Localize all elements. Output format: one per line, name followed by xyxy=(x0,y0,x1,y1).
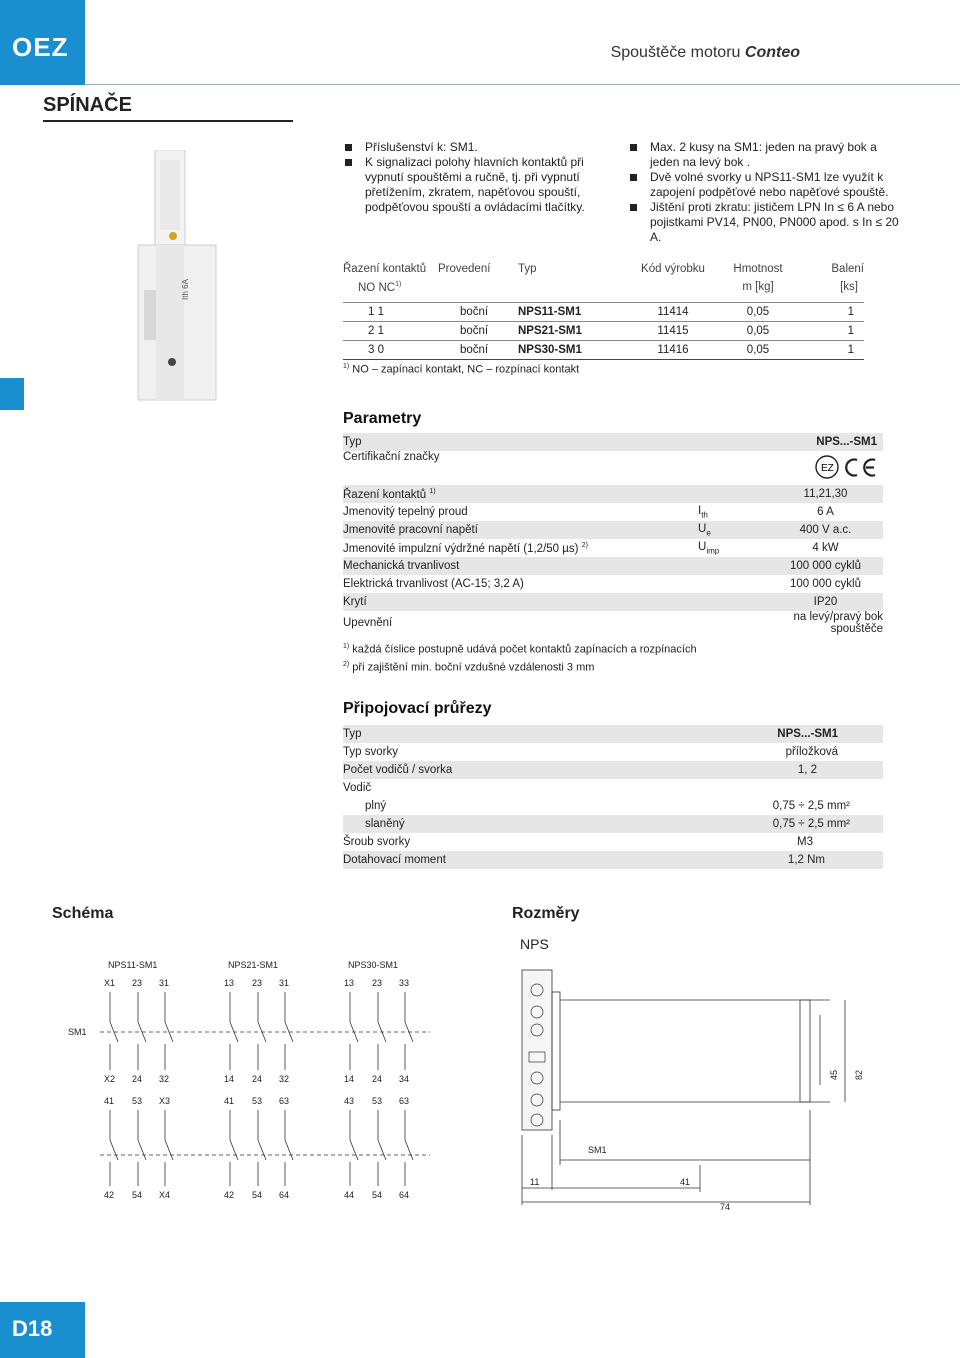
table-row: 3 0 boční NPS30-SM1 11416 0,05 1 xyxy=(343,341,864,360)
certification-marks-icon xyxy=(813,452,883,482)
product-image xyxy=(130,150,220,410)
terminal-label: 44 xyxy=(344,1190,355,1200)
table-row: Počet vodičů / svorka 1, 2 xyxy=(343,761,883,779)
cert-label: Certifikační značky xyxy=(343,451,440,463)
terminal-label: 53 xyxy=(132,1096,143,1106)
table-row: Upevnění na levý/pravý bok spouštěče xyxy=(343,611,883,635)
terminal-label: 63 xyxy=(399,1096,410,1106)
page-header-title: Spouštěče motoru Conteo xyxy=(610,44,800,61)
bullet-list-right xyxy=(630,140,900,245)
terminal-label: 31 xyxy=(279,978,290,988)
terminal-label: 41 xyxy=(224,1096,235,1106)
list-item: Max. 2 kusy na SM1: jeden na pravý bok a jeden na levý bok . xyxy=(630,140,900,170)
contact-switch xyxy=(405,1140,413,1160)
dim-74: 74 xyxy=(720,1202,731,1212)
schema-title: Schéma xyxy=(52,905,114,922)
terminal-label: 24 xyxy=(252,1074,263,1084)
terminal-label: 23 xyxy=(372,978,383,988)
contact-switch xyxy=(378,1022,386,1042)
terminal-label: 13 xyxy=(224,978,235,988)
params-header-table xyxy=(343,433,883,485)
terminal-label: 42 xyxy=(224,1190,235,1200)
terminal-label: X1 xyxy=(104,978,116,988)
table-row: Dotahovací moment 1,2 Nm xyxy=(343,851,883,869)
terminal-label: X4 xyxy=(159,1190,171,1200)
terminal-label: 24 xyxy=(372,1074,383,1084)
col-header: Kód výrobku xyxy=(641,263,705,275)
params-footnote-1: $^{1)}$ každá číslice postupně udává počet kontaktů zapínacích a rozpínacích xyxy=(343,643,697,656)
subheader: m [kg] xyxy=(742,281,774,293)
table-row: Jmenovité impulzní výdržné napětí (1,2/50 µs) $^{2)}$ $U_{imp}$ 4 kW xyxy=(343,540,839,556)
terminal-label: 64 xyxy=(279,1190,290,1200)
contact-switch xyxy=(378,1140,386,1160)
schema-group-name: NPS11-SM1 xyxy=(108,960,158,970)
terminal-label: 31 xyxy=(159,978,170,988)
list-item: K signalizaci polohy hlavních kontaktů při vypnutí spouštěmi a ručně, tj. při vypnutí přetížením, zkratem, napěťovou spouští, podpěťovou spouští a ovládacími tlačítky. xyxy=(345,155,625,215)
terminal-label: 34 xyxy=(399,1074,410,1084)
terminal-label: X3 xyxy=(159,1096,171,1106)
col-header: Hmotnost xyxy=(733,263,783,275)
table-row: plný 0,75 ÷ 2,5 mm² xyxy=(365,800,850,812)
contact-switch xyxy=(138,1140,146,1160)
terminal-label: 33 xyxy=(399,978,410,988)
type-label: Typ xyxy=(343,436,362,448)
footnote: NO – zapínací kontakt, NC – rozpínací kontakt xyxy=(352,363,580,376)
table-row: 2 1 boční NPS21-SM1 11415 0,05 1 xyxy=(343,322,864,341)
header-divider xyxy=(85,84,960,85)
terminal-label: 13 xyxy=(344,978,355,988)
dim-11: 11 xyxy=(530,1177,540,1187)
section-title: SPÍNAČE xyxy=(43,94,132,116)
table-row: Elektrická trvanlivost (AC-15; 3,2 A) 100 000 cyklů xyxy=(343,578,861,590)
side-tab-marker xyxy=(0,378,24,410)
contact-switch xyxy=(285,1140,293,1160)
subheader: NO NC$^{1)}$ xyxy=(358,280,402,294)
terminal-label: 32 xyxy=(279,1074,290,1084)
col-header: Balení xyxy=(831,263,864,275)
page-number: D18 xyxy=(0,1302,85,1358)
terminal-label: 64 xyxy=(399,1190,410,1200)
terminal-label: 24 xyxy=(132,1074,143,1084)
terminal-label: X2 xyxy=(104,1074,116,1084)
terminal-label: 53 xyxy=(252,1096,263,1106)
table-row: Řazení kontaktů $^{1)}$ 11,21,30 xyxy=(343,485,883,503)
table-row: Šroub svorky M3 xyxy=(343,836,813,848)
order-table: Řazení kontaktů Provedení Typ Kód výrobku Hmotnost Balení NO NC$^{1)}$ m [kg] [ks] 1 1 boční NPS11-SM1 11414 0,05 1 2 1 boční NPS21-SM1 11415 0,05 1 3 0 boční NPS30-SM1 11416 0,05 1 $^{1)}$ NO – zapínací kontakt, NC – rozpínací kontakt xyxy=(343,260,864,378)
terminal-label: 23 xyxy=(252,978,263,988)
table-row: Typ NPS...-SM1 xyxy=(343,725,883,743)
svg-text:EZ: EZ xyxy=(821,462,834,474)
dim-sm1: SM1 xyxy=(588,1145,607,1155)
dim-41: 41 xyxy=(680,1177,691,1187)
contact-switch xyxy=(165,1140,173,1160)
dimension-drawing xyxy=(500,960,880,1220)
table-row: Typ svorky příložková xyxy=(343,746,838,758)
params-table xyxy=(343,485,883,635)
terminal-label: 53 xyxy=(372,1096,383,1106)
contact-switch xyxy=(258,1140,266,1160)
table-row: Jmenovitý tepelný proud $I_{th}$ 6 A xyxy=(343,504,834,520)
logo: OEZ xyxy=(0,0,85,85)
table-row: 1 1 boční NPS11-SM1 11414 0,05 1 xyxy=(343,303,864,322)
schema-group-name: NPS21-SM1 xyxy=(228,960,279,970)
terminal-label: 42 xyxy=(104,1190,115,1200)
col-header: Řazení kontaktů xyxy=(343,263,427,275)
schema-group-name: NPS30-SM1 xyxy=(348,960,399,970)
table-row: Krytí IP20 xyxy=(343,593,883,611)
contact-switch xyxy=(350,1022,358,1042)
schema-diagram xyxy=(60,950,440,1210)
contact-switch xyxy=(230,1140,238,1160)
dim-82: 82 xyxy=(854,1069,864,1080)
type-value: NPS...-SM1 xyxy=(816,436,877,448)
terminal-label: 54 xyxy=(132,1190,143,1200)
subheader: [ks] xyxy=(840,281,858,293)
terminal-label: 43 xyxy=(344,1096,355,1106)
svg-text:Ith 6A: Ith 6A xyxy=(181,279,190,300)
dim-45: 45 xyxy=(829,1069,839,1080)
table-row: Vodič xyxy=(343,782,372,794)
terminal-label: 14 xyxy=(344,1074,355,1084)
dims-title: Rozměry xyxy=(512,905,580,922)
bullet-list-left xyxy=(345,140,625,215)
conn-table xyxy=(343,725,883,869)
terminal-label: 41 xyxy=(104,1096,115,1106)
terminal-label: 63 xyxy=(279,1096,290,1106)
terminal-label: 54 xyxy=(252,1190,263,1200)
conn-title: Připojovací průřezy xyxy=(343,700,492,717)
contact-switch xyxy=(110,1140,118,1160)
list-item: Jištění proti zkratu: jističem LPN In ≤ 6 A nebo pojistkami PV14, PN00, PN000 apod. s In ≤ 20 A. xyxy=(630,200,900,245)
terminal-label: 23 xyxy=(132,978,143,988)
table-row: Mechanická trvanlivost 100 000 cyklů xyxy=(343,557,883,575)
sm1-label: SM1 xyxy=(68,1027,87,1037)
terminal-label: 32 xyxy=(159,1074,170,1084)
params-footnote-2: $^{2)}$ při zajištění min. boční vzdušné vzdálenosti 3 mm xyxy=(343,661,595,674)
col-header: Provedení xyxy=(438,263,491,275)
table-row: Jmenovité pracovní napětí $U_e$ 400 V a.c. xyxy=(343,521,883,539)
list-item: Příslušenství k: SM1. xyxy=(345,140,625,155)
terminal-label: 14 xyxy=(224,1074,235,1084)
dims-subtitle: NPS xyxy=(520,936,549,952)
col-header: Typ xyxy=(518,263,537,275)
table-row: slaněný 0,75 ÷ 2,5 mm² xyxy=(343,815,883,833)
params-title: Parametry xyxy=(343,410,422,427)
list-item: Dvě volné svorky u NPS11-SM1 lze využít k zapojení podpěťové nebo napěťové spouště. xyxy=(630,170,900,200)
terminal-label: 54 xyxy=(372,1190,383,1200)
section-rule xyxy=(43,120,293,122)
contact-switch xyxy=(350,1140,358,1160)
